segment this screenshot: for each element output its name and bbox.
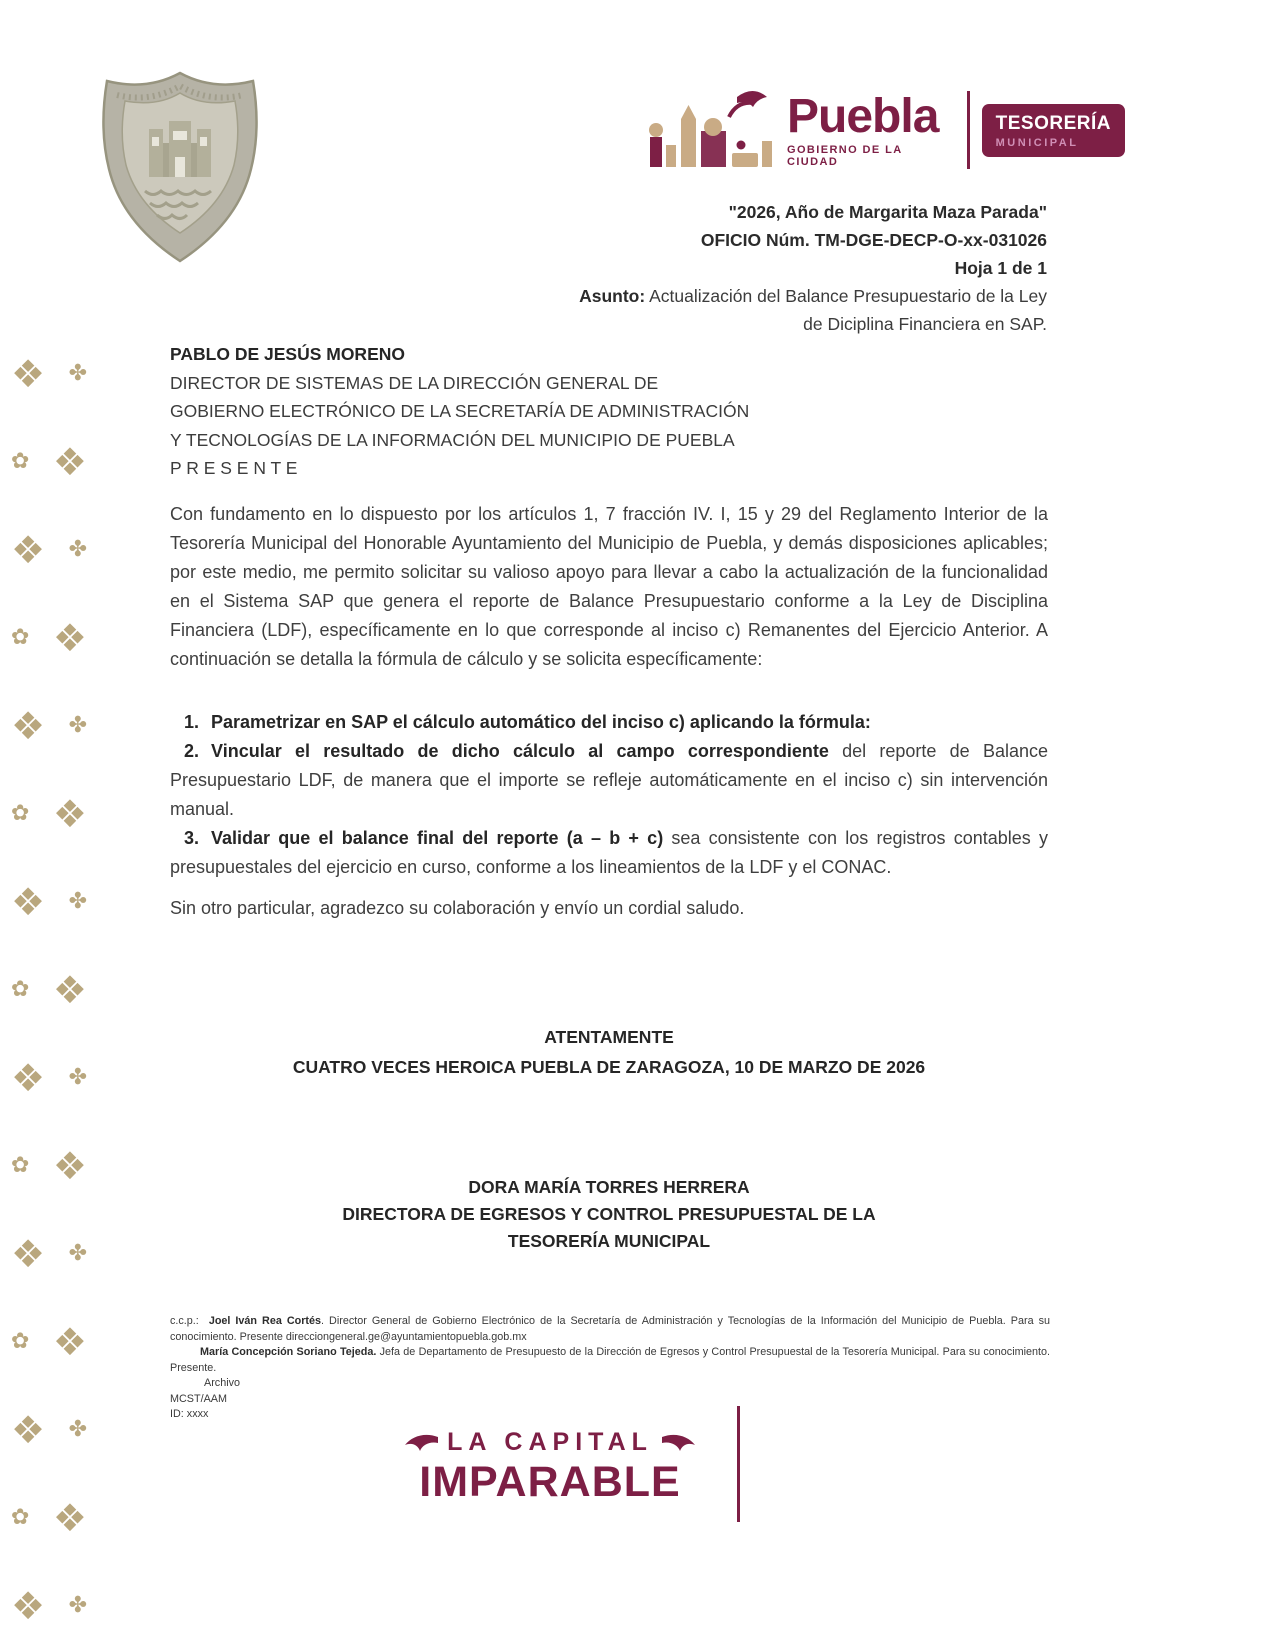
ornament-row [6, 858, 92, 946]
capital-line2: IMPARABLE [419, 1458, 681, 1506]
ccp-entry-1 [170, 1314, 1050, 1345]
recipient-title-line: GOBIERNO ELECTRÓNICO DE LA SECRETARÍA DE ADMINISTRACIÓN [170, 401, 750, 421]
swirl-left-icon [403, 1432, 439, 1454]
list-item-1 [170, 708, 1048, 737]
capital-line1: LA CAPITAL [447, 1428, 653, 1456]
attention-block [170, 1022, 1048, 1082]
id-line: ID: xxxx [170, 1408, 209, 1420]
oficio-number: OFICIO Núm. TM-DGE-DECP-O-xx-031026 [700, 230, 1047, 250]
ornament-motif: ✿ [11, 449, 30, 474]
left-ornament-strip [6, 330, 92, 1648]
archivo-line: Archivo [204, 1377, 241, 1389]
footer-divider-line [737, 1406, 740, 1522]
ornament-row [6, 506, 92, 594]
ornament-motif: ✤ [68, 713, 87, 738]
subject-text: Actualización del Balance Presupuestario de la Ley de Diciplina Financiera en SAP. [645, 286, 1047, 334]
closing-line: Sin otro particular, agradezco su colaboración y envío un cordial saludo. [170, 898, 745, 918]
ccp-recipient-detail: . Director General de Gobierno Electrónico de la Secretaría de Administración y Tecnologías de la Información del Municipio de Puebla. Para su conocimiento. Presente direcciongeneral.ge@ayuntamientopuebla.gob.mx [170, 1315, 1050, 1343]
ornament-row [6, 1386, 92, 1474]
ornament-motif: ✤ [68, 889, 87, 914]
ornament-motif: ✿ [11, 625, 30, 650]
subject-line [567, 282, 1047, 338]
ornament-row [6, 1034, 92, 1122]
item-bold-text: Parametrizar en SAP el cálculo automático del inciso c) aplicando la fórmula: [211, 712, 871, 732]
ornament-motif: ✤ [68, 1593, 87, 1618]
ccp-recipient-detail: Jefa de Departamento de Presupuesto de la Dirección de Egresos y Control Presupuestal de la Tesorería Municipal. Para su conocimiento. Presente. [170, 1346, 1050, 1374]
ccp-label: c.c.p.: [170, 1315, 199, 1327]
body-paragraph: Con fundamento en lo dispuesto por los artículos 1, 7 fracción IV. I, 15 y 29 del Reglamento Interior de la Tesorería Municipal del Honorable Ayuntamiento del Municipio de Puebla, y demás disposiciones aplicables; por este medio, me permito solicitar su valioso apoyo para llevar a cabo la actualización de la funcionalidad en el Sistema SAP que genera el reporte de Balance Presupuestario conforme a la Ley de Disciplina Financiera (LDF), específicamente en lo que corresponde al inciso c) Remanentes del Ejercicio Anterior. A continuación se detalla la fórmula de cálculo y se solicita específicamente: [170, 504, 1048, 669]
atentamente-label: ATENTAMENTE [544, 1027, 674, 1047]
item-bold-text: Vincular el resultado de dicho cálculo al campo correspondiente [211, 741, 829, 761]
recipient-block [170, 340, 749, 483]
ornament-motif: ✤ [68, 1241, 87, 1266]
ornament-motif: ✿ [11, 1153, 30, 1178]
ornament-row [6, 770, 92, 858]
document-meta [567, 198, 1047, 338]
ornament-row [6, 330, 92, 418]
gobierno-caption: GOBIERNO DE LA CIUDAD [787, 143, 903, 168]
ornament-motif: ✤ [68, 537, 87, 562]
ornament-motif: ✤ [68, 1417, 87, 1442]
recipient-title-line: DIRECTOR DE SISTEMAS DE LA DIRECCIÓN GENERAL DE [170, 372, 659, 393]
ornament-row [6, 1298, 92, 1386]
ccp-recipient-name: Joel Iván Rea Cortés [208, 1315, 322, 1327]
ornament-motif: ❖ [11, 1056, 46, 1100]
ornament-motif: ❖ [11, 880, 46, 924]
brand-wordmark-block [787, 89, 951, 168]
puebla-government-logo [645, 80, 1125, 180]
item-number: 2. [184, 741, 200, 761]
ornament-motif: ✿ [11, 977, 30, 1002]
ornament-row [6, 594, 92, 682]
page-count: Hoja 1 de 1 [954, 258, 1047, 278]
ornament-row [6, 1474, 92, 1562]
presente-line: P R E S E N T E [170, 458, 298, 478]
ornament-motif: ❖ [11, 528, 46, 572]
ornament-row [6, 1122, 92, 1210]
ornament-motif: ❖ [52, 616, 87, 660]
coat-of-arms-icon [95, 64, 265, 266]
list-item-2 [170, 737, 1048, 824]
ccp-recipient-name: María Concepción Soriano Tejeda. [200, 1346, 377, 1358]
ornament-motif: ✿ [11, 1329, 30, 1354]
item-bold-text: Validar que el balance final del reporte (a – b + c) [211, 828, 664, 848]
puebla-wordmark: Puebla [787, 89, 939, 143]
ornament-motif: ❖ [11, 704, 46, 748]
ornament-motif: ❖ [11, 1584, 46, 1628]
recipient-title-line: Y TECNOLOGÍAS DE LA INFORMACIÓN DEL MUNICIPIO DE PUEBLA [170, 429, 735, 450]
capital-top-row [400, 1428, 700, 1457]
ornament-motif: ✤ [68, 361, 87, 386]
ornament-motif: ✿ [11, 801, 30, 826]
ornament-row [6, 1562, 92, 1648]
ornament-motif: ❖ [52, 968, 87, 1012]
ornament-motif: ❖ [52, 792, 87, 836]
item-regular-text: del reporte de Balance Presupuestario LDF, de manera que el importe se refleje automáticamente en el inciso c) sin intervención manual. [170, 741, 1048, 819]
ornament-motif: ❖ [52, 440, 87, 484]
ornament-row [6, 1210, 92, 1298]
signature-block [170, 1174, 1048, 1255]
ornament-motif: ❖ [52, 1144, 87, 1188]
ornament-motif: ❖ [11, 1232, 46, 1276]
ccp-footer [170, 1314, 1050, 1423]
ornament-motif: ✤ [68, 1065, 87, 1090]
request-list [170, 708, 1048, 882]
recipient-name: PABLO DE JESÚS MORENO [170, 344, 405, 364]
ornament-motif: ❖ [52, 1320, 87, 1364]
swirl-right-icon [661, 1432, 697, 1454]
ornament-motif: ✿ [11, 1505, 30, 1530]
city-date-line: CUATRO VECES HEROICA PUEBLA DE ZARAGOZA, 10 DE MARZO DE 2026 [292, 1057, 926, 1077]
item-number: 3. [184, 828, 200, 848]
ornament-row [6, 946, 92, 1034]
ornament-row [6, 418, 92, 506]
signer-title-line: DIRECTORA DE EGRESOS Y CONTROL PRESUPUESTAL DE LA [342, 1204, 876, 1224]
ornament-motif: ❖ [11, 352, 46, 396]
ornament-motif: ❖ [11, 1408, 46, 1452]
tesoreria-label: TESORERÍA [995, 112, 1111, 134]
initials-line: MCST/AAM [170, 1392, 227, 1405]
puebla-coat-of-arms [95, 64, 265, 266]
year-legend: "2026, Año de Margarita Maza Parada" [728, 202, 1047, 222]
puebla-logo-icons [645, 87, 777, 173]
subject-label: Asunto: [579, 286, 646, 306]
list-item-3 [170, 824, 1048, 882]
ornament-row [6, 682, 92, 770]
brand-divider [967, 91, 970, 169]
signer-name: DORA MARÍA TORRES HERRERA [468, 1177, 750, 1197]
municipal-label: MUNICIPAL [995, 136, 1079, 149]
signer-title-line: TESORERÍA MUNICIPAL [507, 1231, 711, 1251]
item-number: 1. [184, 712, 200, 732]
ccp-entry-2 [170, 1345, 1050, 1376]
ornament-motif: ❖ [52, 1496, 87, 1540]
tesoreria-badge [982, 104, 1125, 157]
item-regular-text: sea consistente con los registros contables y presupuestales del ejercicio en curso, conforme a los lineamientos de la LDF y el CONAC. [170, 828, 1048, 877]
capital-imparable-logo [400, 1428, 700, 1505]
